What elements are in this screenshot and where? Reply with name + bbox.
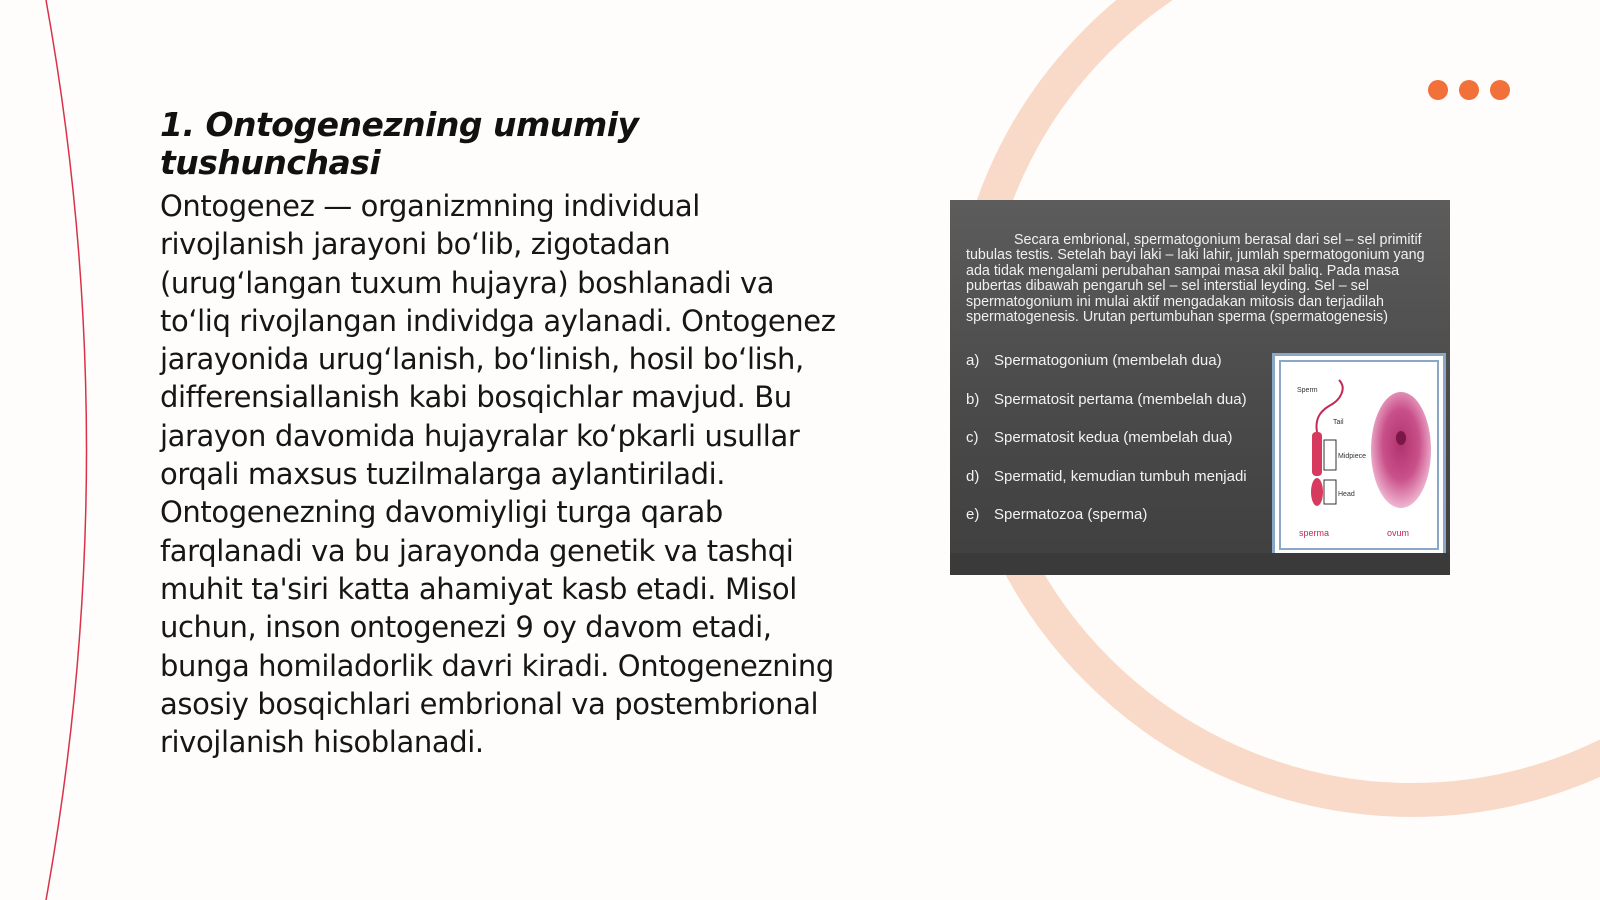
ovum-caption: ovum [1387,528,1410,538]
figure-list-item [966,429,1276,468]
ovum-shape [1371,392,1431,508]
dot-icon [1490,80,1510,100]
figure-bottom-band [950,553,1450,575]
head-label: Head [1338,491,1355,498]
figure-list-item [966,391,1276,430]
list-marker: c) [966,429,979,446]
list-text: Spermatosit pertama (membelah dua) [994,390,1247,408]
dot-icon [1428,80,1448,100]
list-text: Spermatogonium (membelah dua) [994,352,1222,369]
figure-list [966,352,1276,545]
sperm-head [1311,478,1323,506]
sperm-ovum-illustration [1272,353,1446,557]
spermatogenesis-figure [950,200,1450,575]
left-edge-line [46,0,87,900]
list-marker: e) [966,506,980,523]
figure-list-item [966,506,1276,545]
ovum-nucleus [1396,431,1406,445]
illustration-frame [1279,360,1439,550]
list-text: Spermatozoa (sperma) [994,506,1148,523]
figure-list-item [966,352,1276,391]
dot-icon [1459,80,1479,100]
list-text: Spermatosit kedua (membelah dua) [994,429,1233,446]
slide-title: 1. Ontogenezning umumiy tushunchasi [160,105,639,182]
sperm-label: Sperm [1297,387,1318,394]
figure-list-item [966,468,1276,507]
list-marker: d) [966,467,980,485]
head-bracket [1324,480,1336,504]
midpiece-bracket [1324,440,1336,470]
list-text: Spermatid, kemudian tumbuh menjadi [994,467,1247,485]
midpiece-label: Midpiece [1338,453,1367,460]
sperma-caption: sperma [1299,528,1330,538]
sperm-ovum-drawing [1281,362,1437,548]
list-marker: b) [966,390,980,408]
figure-paragraph: Secara embrional, spermatogonium berasal dari sel – sel primitif tubulas testis. Setelah bayi laki – laki lahir, jumlah spermatogonium yang ada tidak mengalami perubahan sampai masa akil baliq. Pada masa pubertas dibawah pengaruh sel – sel interstial leyding. Sel – sel spermatogonium ini mulai aktif mengadakan mitosis dan terjadilah spermatogenesis. Urutan pertumbuhan sperma (spermatogenesis) [966,232,1425,326]
slide-body-text: Ontogenez — organizmning individual rivojlanish jarayoni bo‘lib, zigotadan (urug‘langan tuxum hujayra) boshlanadi va to‘liq rivojlangan individga aylanadi. Ontogenez jarayonida urug‘lanish, bo‘linish, hosil bo‘lish, differensiallanish kabi bosqichlar mavjud. Bu jarayon davomida hujayralar ko‘pkarli usullar orqali maxsus tuzilmalarga aylantiriladi. Ontogenezning davomiyligi turga qarab farqlanadi va bu jarayonda genetik va tashqi muhit ta'siri katta ahamiyat kasb etadi. Misol uchun, inson ontogenezi 9 oy davom etadi, bunga homiladorlik davri kiradi. Ontogenezning asosiy bosqichlari embrional va postembrional rivojlanish hisoblanadi. [160,189,836,760]
tail-label: Tail [1333,419,1344,426]
sperm-midpiece [1312,432,1322,476]
menu-dots [1428,80,1510,100]
list-marker: a) [966,352,980,369]
